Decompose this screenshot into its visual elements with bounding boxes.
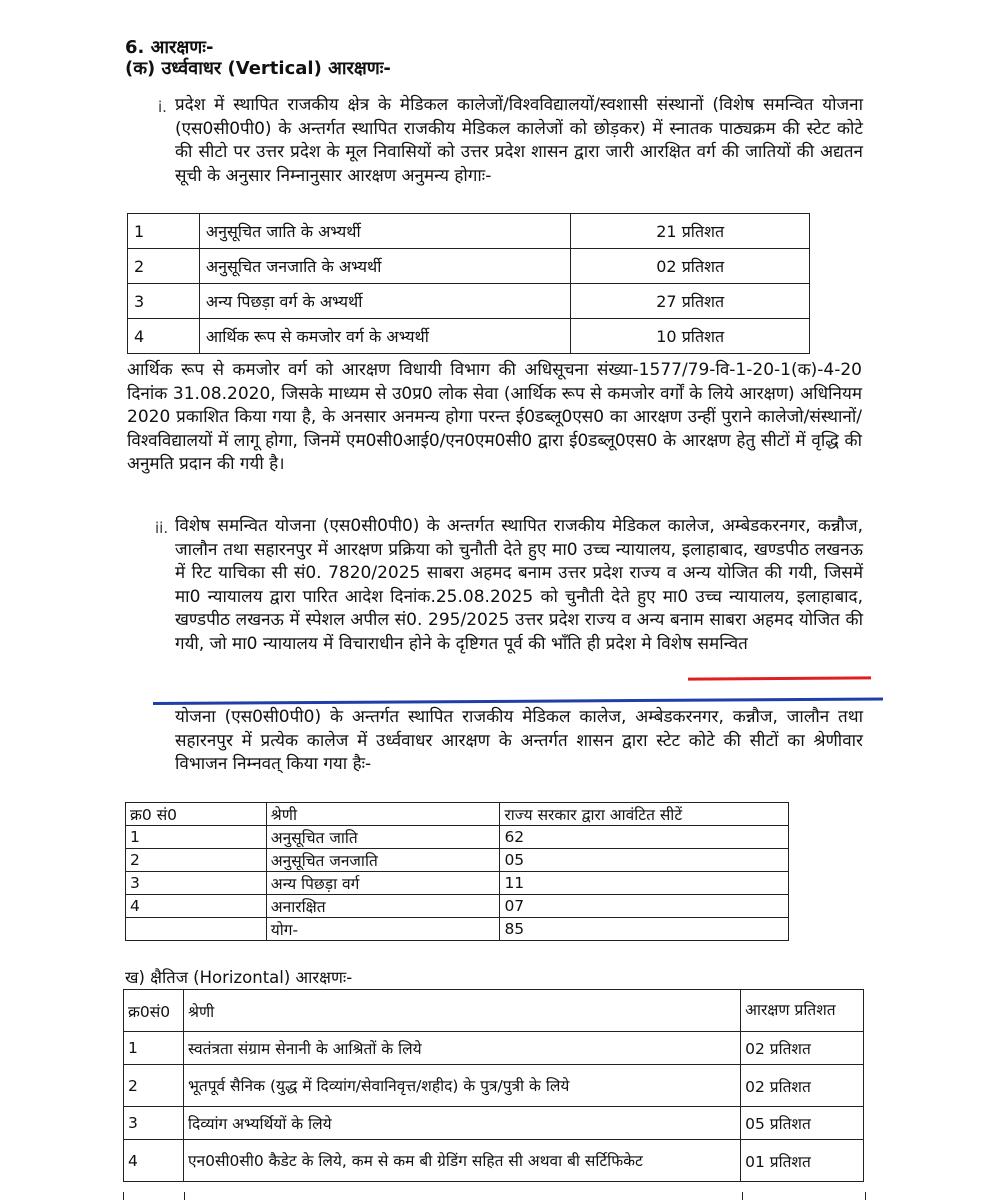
sno-cell: 2 (126, 849, 267, 872)
sno-cell: 3 (128, 284, 200, 319)
header-category: श्रेणी (266, 803, 500, 826)
sno-cell: 2 (128, 249, 200, 284)
percent-cell: 05 प्रतिशत (741, 1107, 864, 1140)
table-row (128, 284, 810, 319)
para2-text-part-b: योजना (एस0सी0पी0) के अन्तर्गत स्थापित राजकीय मेडिकल कालेज, अम्बेडकरनगर, कन्नौज, जालौन तथा सहारनपुर में प्रत्येक कालेज में उर्ध्ववाधर आरक्षण के अन्तर्गत शासन द्वारा स्टेट कोटे की सीटों का श्रेणीवार विभाजन निम्नवत् किया गया हैः- (175, 707, 863, 774)
seat-allocation-table (125, 802, 789, 941)
sno-cell: 4 (124, 1140, 184, 1182)
seats-cell: 62 (500, 826, 789, 849)
percent-cell: 02 प्रतिशत (571, 249, 810, 284)
sno-cell: 3 (126, 872, 267, 895)
percent-cell: 27 प्रतिशत (571, 284, 810, 319)
table-row (128, 249, 810, 284)
table-row (124, 1032, 864, 1065)
table-row (124, 1107, 864, 1140)
total-label-cell: योग- (266, 918, 500, 941)
table-row (126, 872, 789, 895)
vertical-reservation-table (127, 213, 810, 354)
total-seats-cell: 85 (500, 918, 789, 941)
header-sno: क्र0 सं0 (126, 803, 267, 826)
category-cell: दिव्यांग अभ्यर्थियों के लिये (183, 1107, 740, 1140)
category-cell: एन0सी0सी0 कैडेट के लिये, कम से कम बी ग्रेडिंग सहित सी अथवा बी सर्टिफिकेट (183, 1140, 740, 1182)
horizontal-reservation-heading: ख) क्षैतिज (Horizontal) आरक्षणः- (125, 968, 353, 987)
header-seats: राज्य सरकार द्वारा आवंटित सीटें (500, 803, 789, 826)
category-cell: आर्थिक रूप से कमजोर वर्ग के अभ्यर्थी (199, 319, 570, 354)
table-row (128, 214, 810, 249)
sno-cell: 1 (124, 1032, 184, 1065)
seats-cell: 05 (500, 849, 789, 872)
horizontal-reservation-table (123, 989, 864, 1182)
blue-underline (153, 698, 883, 705)
table-row (128, 319, 810, 354)
category-cell: स्वतंत्रता संग्राम सेनानी के आश्रितों के लिये (183, 1032, 740, 1065)
category-cell: भूतपूर्व सैनिक (युद्ध में दिव्यांग/सेवानिवृत्त/शहीद) के पुत्र/पुत्री के लिये (183, 1065, 740, 1107)
ews-paragraph: आर्थिक रूप से कमजोर वर्ग को आरक्षण विधायी विभाग की अधिसूचना संख्या-1577/79-वि-1-20-1(क)-4-20 दिनांक 31.08.2020, जिसके माध्यम से उ0प्र0 लोक सेवा (आर्थिक रूप से कमजोर वर्गों के लिये आरक्षण) अधिनियम 2020 प्रकाशित किया गया है, के अनसार अनमन्य होगा परन्त ई0डब्लू0एस0 का आरक्षण उन्हीं पुराने कालेजो/संस्थानों/विश्वविद्यालयों में लागू होगा, जिनमें एम0सी0आई0/एन0एम0सी0 द्वारा ई0डब्लू0एस0 के आरक्षण हेतु सीटों में वृद्धि की अनुमति प्रदान की गयी है। (127, 360, 862, 474)
sno-cell (126, 918, 267, 941)
category-cell: अनुसूचित जाति के अभ्यर्थी (199, 214, 570, 249)
percent-cell: 01 प्रतिशत (741, 1140, 864, 1182)
para1-text: प्रदेश में स्थापित राजकीय क्षेत्र के मेडिकल कालेजों/विश्वविद्यालयों/स्वशासी संस्थानों (विशेष समन्वित योजना (एस0सी0पी0) के अन्तर्गत स्थापित राजकीय मेडिकल कालेजों को छोड़कर) में स्नातक पाठ्यक्रम की स्टेट कोटे की सीटो पर उत्तर प्रदेश के मूल निवासियों को उत्तर प्रदेश शासन द्वारा जारी आरक्षित वर्ग की जातियों की अद्यतन सूची के अनुसार निम्नानुसार आरक्षण अनुमन्य होगाः- (175, 95, 863, 186)
table-row (126, 826, 789, 849)
header-sno: क्र0सं0 (124, 990, 184, 1032)
header-category: श्रेणी (183, 990, 740, 1032)
table-total-row (126, 918, 789, 941)
red-underline (688, 676, 871, 680)
category-cell: अनुसूचित जनजाति के अभ्यर्थी (199, 249, 570, 284)
header-percent: आरक्षण प्रतिशत (741, 990, 864, 1032)
category-cell: अनुसूचित जनजाति (266, 849, 500, 872)
seats-cell: 07 (500, 895, 789, 918)
table-header-row (124, 990, 864, 1032)
sno-cell: 2 (124, 1065, 184, 1107)
category-cell: अन्य पिछड़ा वर्ग के अभ्यर्थी (199, 284, 570, 319)
percent-cell: 02 प्रतिशत (741, 1032, 864, 1065)
percent-cell: 02 प्रतिशत (741, 1065, 864, 1107)
table-row (126, 895, 789, 918)
table-row (124, 1140, 864, 1182)
category-cell: अन्य पिछड़ा वर्ग (266, 872, 500, 895)
sno-cell: 1 (126, 826, 267, 849)
para2-numeral: ii. (155, 519, 169, 537)
percent-cell: 21 प्रतिशत (571, 214, 810, 249)
cutoff-divider (184, 1192, 185, 1200)
seats-cell: 11 (500, 872, 789, 895)
percent-cell: 10 प्रतिशत (571, 319, 810, 354)
table-row (126, 849, 789, 872)
vertical-reservation-heading: (क) उर्ध्ववाधर (Vertical) आरक्षणः- (125, 58, 391, 79)
category-cell: अनारक्षित (266, 895, 500, 918)
sno-cell: 4 (128, 319, 200, 354)
sno-cell: 3 (124, 1107, 184, 1140)
cutoff-divider (742, 1192, 743, 1200)
sno-cell: 1 (128, 214, 200, 249)
section-heading: 6. आरक्षणः- (125, 37, 214, 58)
table-header-row (126, 803, 789, 826)
para2-text-part-a: विशेष समन्वित योजना (एस0सी0पी0) के अन्तर्गत स्थापित राजकीय मेडिकल कालेज, अम्बेडकरनगर, कन्नौज, जालौन तथा सहारनपुर में आरक्षण प्रक्रिया को चुनौती देते हुए मा0 उच्च न्यायालय, इलाहाबाद, खण्डपीठ लखनऊ में रिट याचिका सी सं0. 7820/2025 साबरा अहमद बनाम उत्तर प्रदेश राज्य व अन्य योजित की गयी, जिसमें मा0 न्यायालय द्वारा पारित आदेश दिनांक.25.08.2025 को चुनौती देते हुए मा0 उच्च न्यायालय, इलाहाबाद, खण्डपीठ लखनऊ में स्पेशल अपील सं0. 295/2025 उत्तर प्रदेश राज्य व अन्य बनाम साबरा अहमद योजित की गयी, जो मा0 न्यायालय में विचाराधीन होने के दृष्टिगत पूर्व की भाँति ही प्रदेश मे विशेष समन्वित (175, 516, 863, 654)
table-row (124, 1065, 864, 1107)
sno-cell: 4 (126, 895, 267, 918)
para1-numeral: i. (158, 98, 167, 116)
table-cutoff-row (123, 1192, 866, 1200)
category-cell: अनुसूचित जाति (266, 826, 500, 849)
